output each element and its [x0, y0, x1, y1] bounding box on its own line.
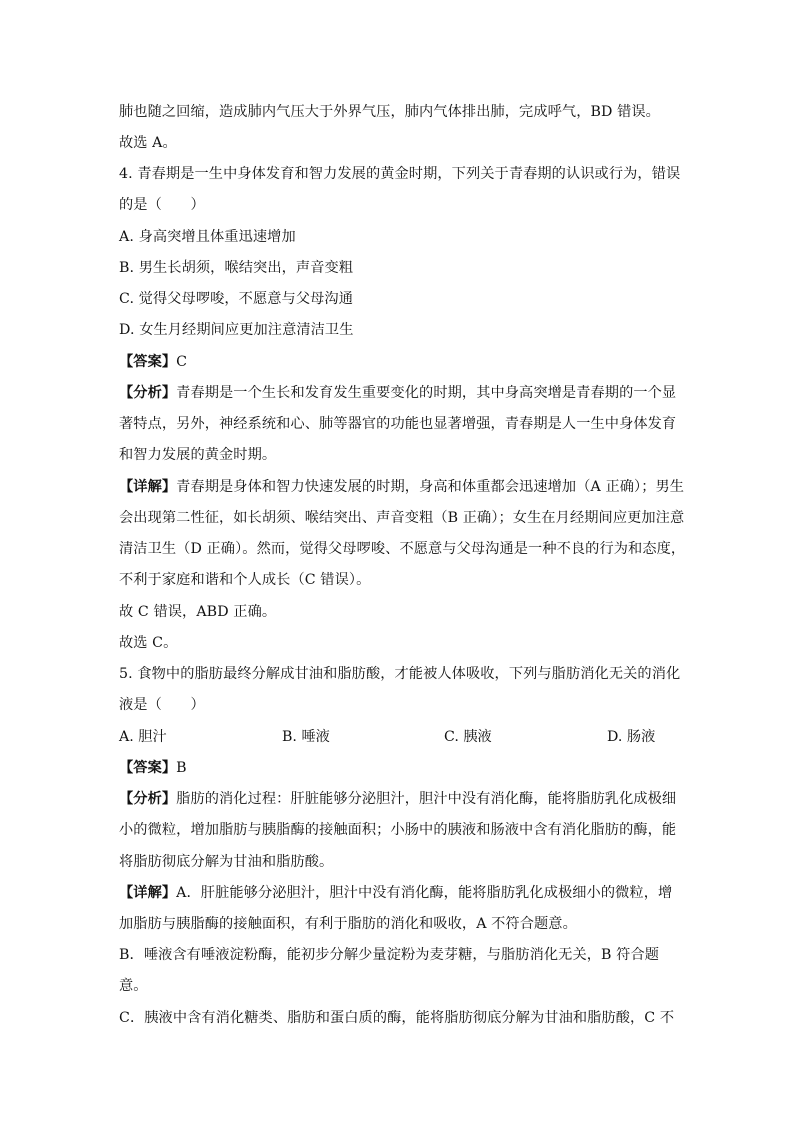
option-b: B. 男生长胡须，喉结突出，声音变粗: [119, 260, 354, 276]
analysis-line: 【分析】脂肪的消化过程：肝脏能够分泌胆汁，胆汁中没有消化酶，能将脂肪乳化成极细: [119, 791, 677, 807]
text-line: 故选 C。: [119, 635, 178, 651]
text-line: 的是（ ）: [119, 197, 205, 213]
detail-line: 【详解】A．肝脏能够分泌胆汁，胆汁中没有消化酶，能将脂肪乳化成极细小的微粒，增: [119, 885, 673, 901]
text-line: B．唾液含有唾液淀粉酶，能初步分解少量淀粉为麦芽糖，与脂肪消化无关，B 符合题: [119, 947, 660, 963]
text-line: 著特点，另外，神经系统和心、肺等器官的功能也显著增强，青春期是人一生中身体发育: [119, 416, 677, 432]
option-a: A. 身高突增且体重迅速增加: [119, 229, 296, 245]
q5-option-b: B. 唾液: [282, 729, 330, 745]
question-5-stem: 5. 食物中的脂肪最终分解成甘油和脂肪酸，才能被人体吸收，下列与脂肪消化无关的消化: [119, 666, 681, 682]
text-line: 和智力发展的黄金时期。: [119, 447, 277, 463]
text-line: 小的微粒，增加脂肪与胰脂酶的接触面积；小肠中的胰液和肠液中含有消化脂肪的酶，能: [119, 822, 677, 838]
q5-option-a: A. 胆汁: [119, 729, 167, 745]
answer-line: 【答案】B: [119, 760, 187, 776]
option-d: D. 女生月经期间应更加注意清洁卫生: [119, 322, 354, 338]
text-line: 将脂肪彻底分解为甘油和脂肪酸。: [119, 854, 334, 870]
text-line: 意。: [119, 978, 148, 994]
text-line: 肺也随之回缩，造成肺内气压大于外界气压，肺内气体排出肺，完成呼气，BD 错误。: [119, 104, 660, 120]
question-4-stem: 4. 青春期是一生中身体发育和智力发展的黄金时期，下列关于青春期的认识或行为，错误: [119, 166, 681, 182]
text-line: 不利于家庭和谐和个人成长（C 错误）。: [119, 572, 371, 588]
answer-line: 【答案】C: [119, 354, 188, 370]
analysis-line: 【分析】青春期是一个生长和发育发生重要变化的时期，其中身高突增是青春期的一个显: [119, 385, 677, 401]
detail-line: 【详解】青春期是身体和智力快速发展的时期，身高和体重都会迅速增加（A 正确）；男生: [119, 479, 685, 495]
text-line: C．胰液中含有消化糖类、脂肪和蛋白质的酶，能将脂肪彻底分解为甘油和脂肪酸，C 不: [119, 1010, 675, 1026]
text-line: 清洁卫生（D 正确）。然而，觉得父母啰唆、不愿意与父母沟通是一种不良的行为和态度，: [119, 541, 686, 557]
q5-option-c: C. 胰液: [444, 729, 492, 745]
text-line: 液是（ ）: [119, 697, 205, 713]
text-line: 故选 A。: [119, 135, 177, 151]
q5-option-d: D. 肠液: [607, 729, 656, 745]
text-line: 故 C 错误，ABD 正确。: [119, 604, 277, 620]
option-c: C. 觉得父母啰唆，不愿意与父母沟通: [119, 291, 353, 307]
text-line: 加脂肪与胰脂酶的接触面积，有利于脂肪的消化和吸收，A 不符合题意。: [119, 916, 577, 932]
text-line: 会出现第二性征，如长胡须、喉结突出、声音变粗（B 正确）；女生在月经期间应更加注意: [119, 510, 685, 526]
